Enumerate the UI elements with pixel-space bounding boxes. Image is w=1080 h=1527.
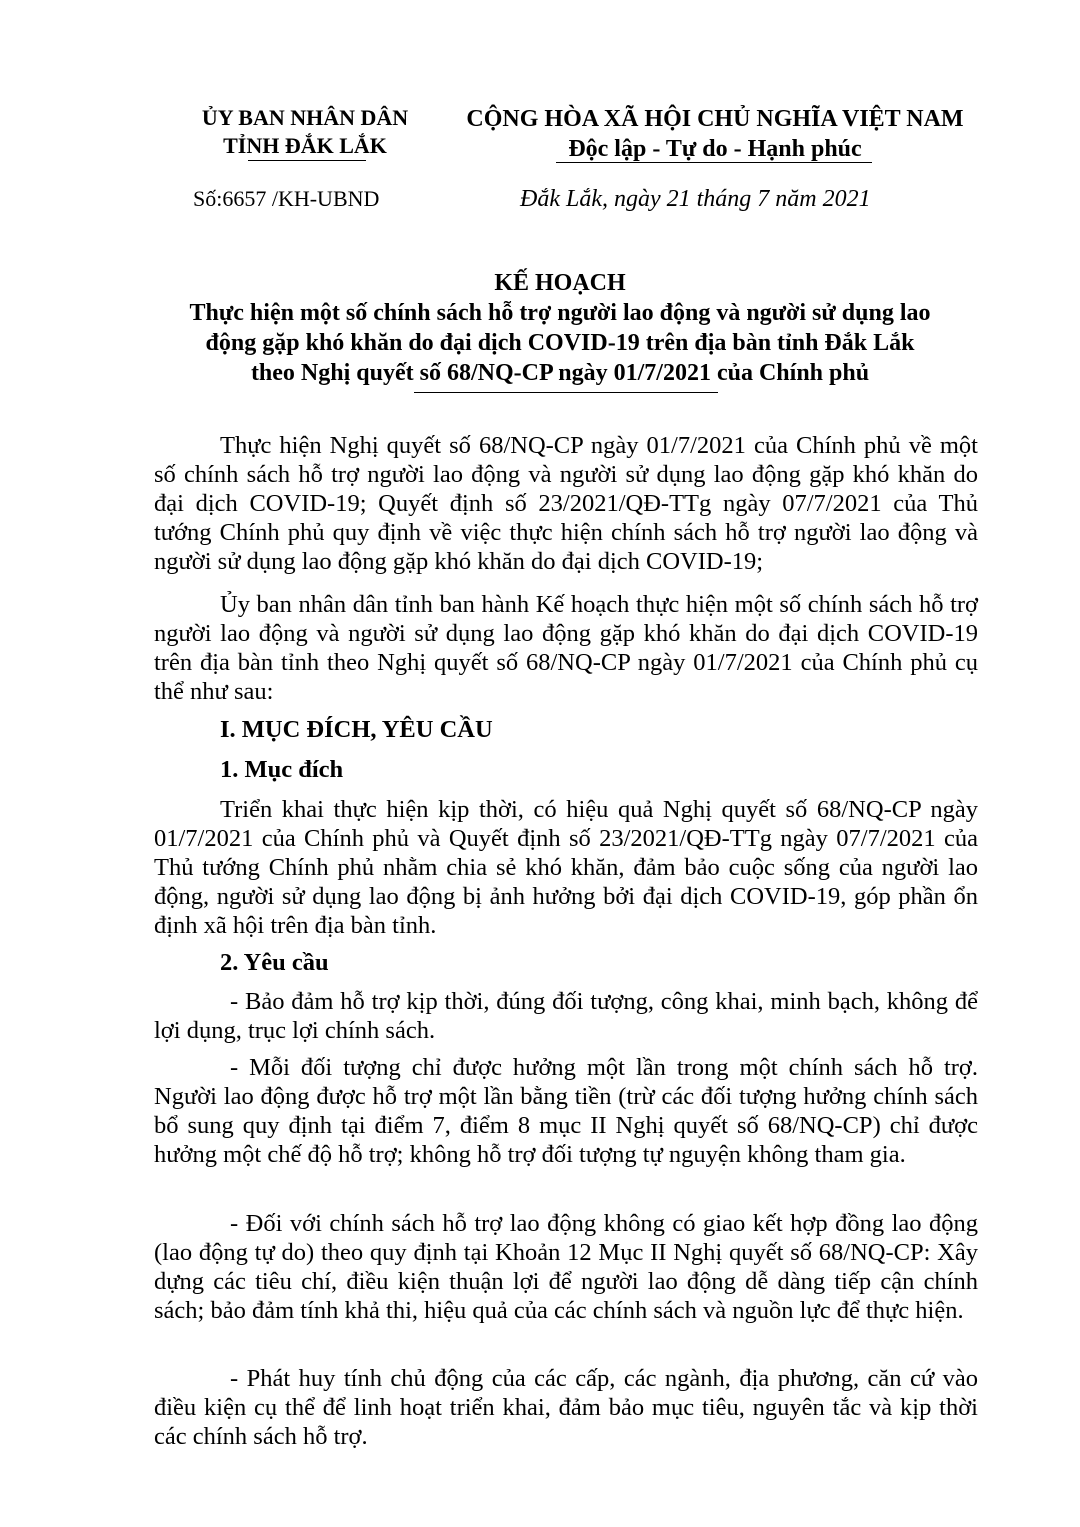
- nation-line-2: Độc lập - Tự do - Hạnh phúc: [568, 136, 862, 162]
- motto-underline: [556, 162, 872, 163]
- national-motto: [440, 104, 990, 164]
- requirement-item-2: - Mỗi đối tượng chỉ được hưởng một lần trong một chính sách hỗ trợ. Người lao động được hỗ trợ một lần bằng tiền (trừ các đối tượng hưởng chính sách bổ sung quy định tại điểm 7, điểm 8 mục II Nghị quyết số 68/NQ-CP) chỉ được hưởng một chế độ hỗ trợ; không hỗ trợ đối tượng tự nguyện không tham gia.: [154, 1054, 978, 1168]
- intro-paragraph-2: Ủy ban nhân dân tỉnh ban hành Kế hoạch thực hiện một số chính sách hỗ trợ người lao động và người sử dụng lao động gặp khó khăn do đại dịch COVID-19 trên địa bàn tỉnh theo Nghị quyết số 68/NQ-CP ngày 01/7/2021 của Chính phủ cụ thể như sau:: [154, 591, 978, 705]
- intro-paragraph-1: Thực hiện Nghị quyết số 68/NQ-CP ngày 01/7/2021 của Chính phủ về một số chính sách hỗ trợ người lao động và người sử dụng lao động gặp khó khăn do đại dịch COVID-19; Quyết định số 23/2021/QĐ-TTg ngày 07/7/2021 của Thủ tướng Chính phủ quy định về việc thực hiện chính sách hỗ trợ người lao động và người sử dụng lao động gặp khó khăn do đại dịch COVID-19;: [154, 432, 978, 575]
- document-title: [150, 268, 970, 388]
- agency-line-2: TỈNH ĐẮK LẮK: [223, 133, 387, 158]
- title-type: KẾ HOẠCH: [494, 270, 626, 296]
- title-underline: [414, 392, 718, 393]
- nation-line-1: CỘNG HÒA XÃ HỘI CHỦ NGHĨA VIỆT NAM: [466, 106, 964, 132]
- agency-line-1: ỦY BAN NHÂN DÂN: [201, 105, 409, 130]
- place-date: Đắk Lắk, ngày 21 tháng 7 năm 2021: [520, 186, 871, 212]
- requirement-item-1: - Bảo đảm hỗ trợ kịp thời, đúng đối tượng, công khai, minh bạch, không để lợi dụng, trục lợi chính sách.: [154, 988, 978, 1044]
- title-line-2: động gặp khó khăn do đại dịch COVID-19 trên địa bàn tỉnh Đắk Lắk: [205, 330, 915, 356]
- subsection-heading-purpose: 1. Mục đích: [220, 756, 344, 783]
- title-line-3: theo Nghị quyết số 68/NQ-CP ngày 01/7/2021 của Chính phủ: [250, 360, 870, 386]
- requirement-item-3: - Đối với chính sách hỗ trợ lao động không có giao kết hợp đồng lao động (lao động tự do) theo quy định tại Khoản 12 Mục II Nghị quyết số 68/NQ-CP: Xây dựng các tiêu chí, điều kiện thuận lợi để người lao động dễ dàng tiếp cận chính sách; bảo đảm tính khả thi, hiệu quả của các chính sách và nguồn lực để thực hiện.: [154, 1210, 978, 1324]
- purpose-paragraph: Triển khai thực hiện kịp thời, có hiệu quả Nghị quyết số 68/NQ-CP ngày 01/7/2021 của Chính phủ và Quyết định số 23/2021/QĐ-TTg ngày 07/7/2021 của Thủ tướng Chính phủ nhằm chia sẻ khó khăn, đảm bảo cuộc sống của người lao động, người sử dụng lao động bị ảnh hưởng bởi đại dịch COVID-19, góp phần ổn định xã hội trên địa bàn tỉnh.: [154, 796, 978, 939]
- requirement-item-4: - Phát huy tính chủ động của các cấp, các ngành, địa phương, căn cứ vào điều kiện cụ thể để linh hoạt triển khai, đảm bảo mục tiêu, nguyên tắc và kịp thời các chính sách hỗ trợ.: [154, 1365, 978, 1450]
- agency-underline: [248, 160, 366, 161]
- issuing-agency: [150, 104, 460, 160]
- document-number: Số:6657 /KH-UBND: [193, 186, 380, 211]
- section-heading: I. MỤC ĐÍCH, YÊU CẦU: [220, 716, 493, 743]
- title-line-1: Thực hiện một số chính sách hỗ trợ người lao động và người sử dụng lao: [189, 300, 931, 326]
- subsection-heading-requirements: 2. Yêu cầu: [220, 949, 329, 976]
